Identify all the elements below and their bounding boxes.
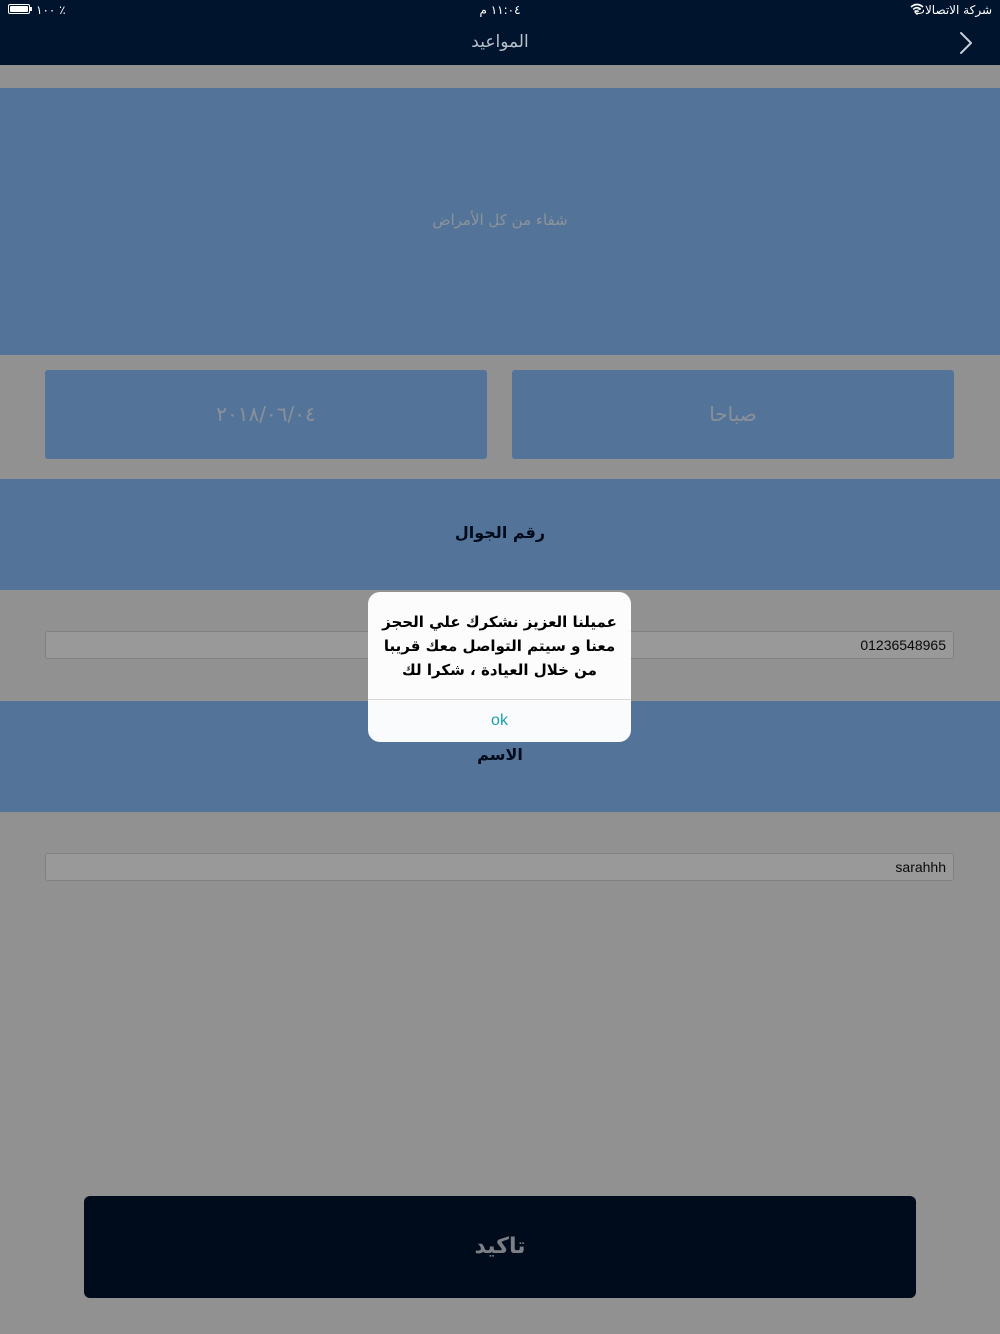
hero-text: شفاء من كل الأمراض <box>432 211 568 229</box>
status-time: ١١:٠٤ م <box>479 3 521 17</box>
status-bar <box>0 0 1000 20</box>
page-title: المواعيد <box>471 32 529 52</box>
navigation-bar <box>0 20 1000 65</box>
period-selector[interactable]: صباحا <box>512 370 954 459</box>
phone-label: رقم الجوال <box>454 523 546 542</box>
confirm-button[interactable]: تاكيد <box>84 1196 916 1298</box>
carrier-name: شركة الاتصالات <box>913 3 992 17</box>
alert-ok-button[interactable]: ok <box>491 712 508 729</box>
name-input[interactable]: sarahhh <box>45 853 954 881</box>
back-button[interactable] <box>952 30 978 56</box>
battery-percent: ١٠٠ ٪ <box>36 3 66 17</box>
alert-dialog <box>368 592 631 742</box>
alert-message: عميلنا العزيز نشكرك علي الحجز معنا و سيتم التواصل معك قريبا من خلال العيادة ، شكرا لك <box>382 613 617 679</box>
phone-input[interactable]: 01236548965 <box>45 631 954 659</box>
name-label: الاسم <box>477 745 523 764</box>
date-selector[interactable]: ٢٠١٨/٠٦/٠٤ <box>45 370 487 459</box>
chevron-right-icon <box>952 30 978 56</box>
